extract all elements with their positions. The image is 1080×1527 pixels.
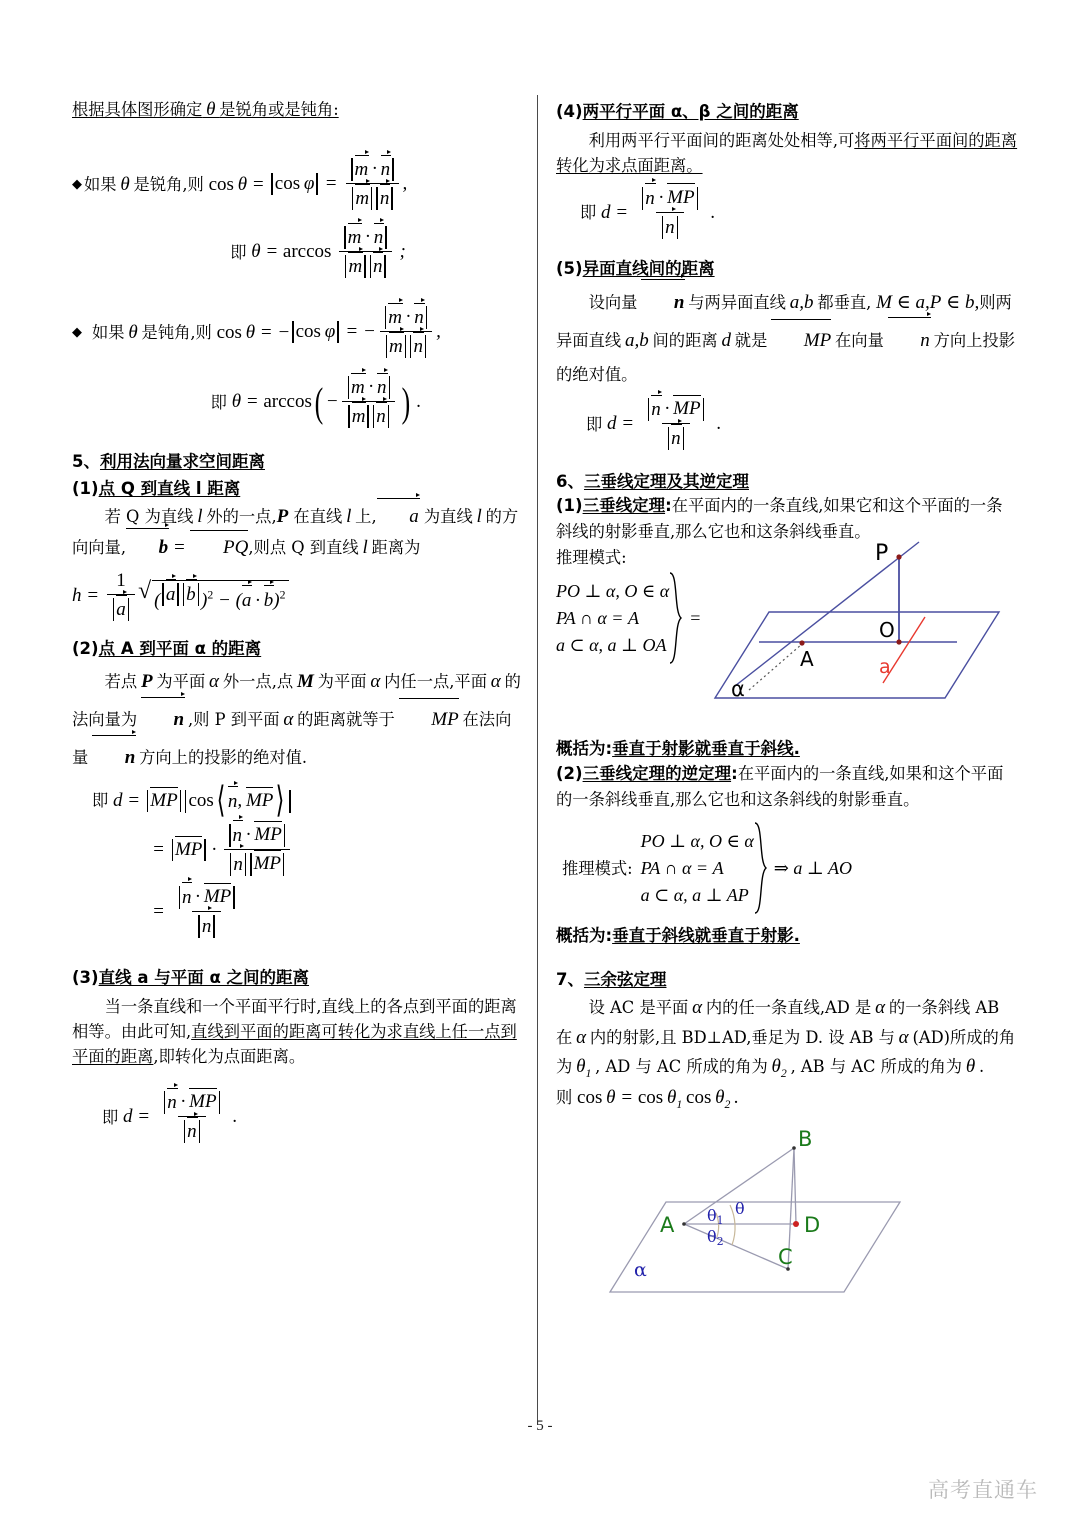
sub3-plain-2: ,即转化为点面距离。 xyxy=(153,1047,306,1067)
bullet-acute-row: ◆ 如果 θ 是锐角,则 cos θ = cos φ = m · n m n , xyxy=(72,158,408,210)
summary-1-prefix: 概括为: xyxy=(556,739,613,759)
sub3-underline: 直线到平面的距离可转化为求直线上任一点到平面的距离 xyxy=(72,1021,517,1067)
plane-alpha-shape-2 xyxy=(610,1202,900,1292)
diamond-bullet-icon-2: ◆ xyxy=(72,324,82,340)
three-perpendicular-svg xyxy=(707,538,1007,728)
section-5-number: 5、 xyxy=(72,452,100,472)
point-A xyxy=(800,641,805,646)
eq-theta-arccos-obtuse: 即 θ = arccos ( − m · n m n ) . xyxy=(210,376,422,428)
eq-skew-lines-distance: 即 d = n · MP n . xyxy=(586,398,722,450)
right-paren: ) xyxy=(401,378,411,425)
subsection-2-title: 点 A 到平面 α 的距离 xyxy=(98,639,262,659)
subsection-1-label: (1) xyxy=(72,479,99,499)
conclusion-2: ⇒ a ⊥ AO xyxy=(773,857,852,878)
sqrt-expression: √ ( a b )$^2 - (a \cdot b)^2$ xyxy=(138,580,288,612)
left-column xyxy=(72,95,524,1153)
eq-d-step2: = MP · n · MP n MP xyxy=(72,824,524,876)
label-alpha-2: α xyxy=(634,1259,647,1282)
premises-row-2 xyxy=(556,822,1018,914)
subsection-5-heading xyxy=(556,255,1018,279)
label-A-2: A xyxy=(660,1213,675,1238)
section-6-number: 6、 xyxy=(556,472,584,492)
summary-2 xyxy=(556,922,1018,946)
section-7-heading xyxy=(556,966,1018,990)
eq-acute-label: 即 xyxy=(230,242,247,262)
frac-mn-over-m-n: m · n m n xyxy=(345,158,399,210)
frac-sub3: n · MP n xyxy=(158,1091,226,1143)
frac-one-over-abs-a: $\frac{1}{a}$ xyxy=(107,570,135,621)
premises-list-1 xyxy=(556,581,669,656)
bullet-acute-text: 如果 θ 是锐角,则 cos θ = xyxy=(84,173,270,195)
summary-2-text: 垂直于斜线就垂直于射影. xyxy=(612,926,800,946)
segment-BD xyxy=(794,1148,796,1224)
sub6-1-body: 在平面内的一条直线,如果它和这个平面的一条斜线的射影垂直,那么它也和这条斜线垂直。 xyxy=(556,496,1003,541)
subsection-4-heading xyxy=(556,98,1018,122)
diagram-three-cosine xyxy=(580,1124,1018,1319)
point-A-2 xyxy=(682,1222,686,1226)
eq-d-definition: 即 d = MP cos ⟨ n , MP ⟩ xyxy=(72,788,524,813)
frac-obtuse-inner: m · n m n xyxy=(342,376,396,428)
sub6-2-mode-label: 推理模式: xyxy=(562,858,633,878)
eq-obtuse-label: 即 xyxy=(210,392,227,412)
subsection-2-label: (2) xyxy=(72,639,99,659)
label-C: C xyxy=(778,1245,793,1270)
premise-1: PO ⊥ α, O ∈ α xyxy=(556,580,670,601)
watermark: 高考直通车 xyxy=(928,1478,1038,1502)
subsection-4-label: (4) xyxy=(556,102,583,121)
bullet-obtuse-text: 如果 θ 是钝角,则 cos θ = − xyxy=(92,321,291,343)
label-B: B xyxy=(798,1127,813,1152)
left-paren: ( xyxy=(314,378,324,425)
right-brace-icon-1 xyxy=(669,572,683,664)
section-7-body: 设 AC 是平面 α 内的任一条直线,AD 是 α 的一条斜线 AB 在 α 内的射影,且 BD⊥AD,垂足为 D. 设 AB 与 α (AD)所成的角为 $\theta_1$ , AD 与 AC 所成的角为 $\theta_2$ , AB 与 AC 所成的角为 θ . 则 $\cos \theta = \cos \theta_1$ $\cos \theta_2$ . xyxy=(556,997,1016,1111)
eq-line-plane-distance: 即 d = n · MP n . xyxy=(102,1091,238,1143)
label-O: O xyxy=(879,618,896,643)
section-5-heading xyxy=(72,448,524,472)
subsection-6-1 xyxy=(556,493,1018,544)
right-brace-icon-2 xyxy=(754,822,768,914)
summary-1-text: 垂直于射影就垂直于斜线. xyxy=(612,739,800,759)
three-cosine-svg xyxy=(580,1124,910,1314)
summary-2-prefix: 概括为: xyxy=(556,926,613,946)
subsection-2-body: 若点 P 为平面 α 外一点,点 M 为平面 α 内任一点,平面 α 的法向量为 n ,则 P 到平面 α 的距离就等于 MP 在法向量 n 方向上的投影的绝对值. xyxy=(72,663,524,776)
sub6-2-body: 在平面内的一条直线,如果和这个平面的一条斜线垂直,那么它也和这条斜线的射影垂直。 xyxy=(556,764,1004,809)
premises-brace-group-1 xyxy=(556,572,701,664)
label-a: a xyxy=(879,656,891,679)
label-A: A xyxy=(800,647,814,672)
sub6-1-label: (1) xyxy=(556,496,583,516)
premise-2-1: PO ⊥ α, O ∈ α xyxy=(640,830,754,851)
frac-sub4: n · MP n xyxy=(636,187,704,239)
section-5-title: 利用法向量求空间距离 xyxy=(99,452,265,472)
subsection-2-heading xyxy=(72,635,524,659)
eq-sub4-label: 即 xyxy=(580,202,597,222)
label-alpha-1: α xyxy=(731,677,746,702)
premises-brace-group-2 xyxy=(641,822,852,914)
abs-cos-angle: cos ⟨ n , MP ⟩ xyxy=(183,790,293,813)
section-6-title: 三垂线定理及其逆定理 xyxy=(583,472,749,492)
abs-mp: MP xyxy=(145,790,183,812)
eq-sub3-label: 即 xyxy=(102,1107,119,1127)
frac-sub5: n · MP n xyxy=(642,398,710,450)
subsection-5-body: 设向量 n 与两异面直线 a,b 都垂直, M ∈ a,P ∈ b,则两异面直线 a,b 间的距离 d 就是 MP 在向量 n 方向上投影的绝对值。 xyxy=(556,283,1018,391)
frac-acute: m · n m n xyxy=(338,226,392,278)
subsection-4-body xyxy=(556,128,1018,179)
premises-list-2 xyxy=(641,831,754,906)
sub6-2-colon: : xyxy=(731,764,738,784)
premise-2-2: PA ∩ α = A xyxy=(640,857,724,878)
frac-obtuse: m · n m n xyxy=(379,306,433,358)
label-D: D xyxy=(804,1213,821,1238)
line-AP-slant xyxy=(735,542,919,686)
subsection-5-title: 异面直线间的距离 xyxy=(582,258,715,278)
subsection-3-heading xyxy=(72,964,524,988)
eq-parallel-planes-distance: 即 d = n · MP n . xyxy=(580,186,716,238)
section-6-heading xyxy=(556,468,1018,492)
premise-3: a ⊂ α, a ⊥ OA xyxy=(556,634,667,655)
subsection-6-2 xyxy=(556,761,1018,812)
diagram-three-perpendicular xyxy=(707,538,1007,733)
bullet-obtuse-row: ◆ 如果 θ 是钝角,则 cos θ = − cos φ = − m · n m n , xyxy=(72,306,441,358)
diamond-bullet-icon: ◆ xyxy=(72,176,82,192)
frac-n-dot-mp: n · MP n MP xyxy=(223,824,291,876)
summary-1 xyxy=(556,735,1018,759)
abs-cos-phi: cos φ xyxy=(269,173,319,195)
subsection-1-title: 点 Q 到直线 l 距离 xyxy=(98,479,241,499)
point-P xyxy=(897,555,902,560)
eq-d-step3: = n · MP n xyxy=(72,886,524,938)
point-D-2 xyxy=(793,1221,799,1227)
sub4-plain: 利用两平行平面间的距离处处相等,可 xyxy=(588,131,855,150)
subsection-3-title: 直线 a 与平面 α 之间的距离 xyxy=(98,967,310,987)
sub6-1-mode-label: 推理模式: xyxy=(556,548,627,568)
subsection-3-label: (3) xyxy=(72,967,99,987)
frac-n-dot-mp-over-n: n · MP n xyxy=(173,886,241,938)
sub6-1-colon: : xyxy=(665,496,672,516)
subsection-1-heading xyxy=(72,475,524,499)
sub6-2-label: (2) xyxy=(556,764,583,784)
section-7-title: 三余弦定理 xyxy=(583,970,667,990)
page-number: - 5 - xyxy=(527,1418,553,1434)
subsection-4-title: 两平行平面 α、β 之间的距离 xyxy=(582,102,799,121)
eq-d-label: 即 xyxy=(92,791,109,811)
sub6-2-title: 三垂线定理的逆定理 xyxy=(582,764,732,784)
intro-line: 根据具体图形确定 θ 是锐角或是钝角: xyxy=(72,99,339,120)
eq-theta-arccos-acute: 即 θ = arccos m · n m n ; xyxy=(230,226,406,278)
premise-2-3: a ⊂ α, a ⊥ AP xyxy=(640,884,749,905)
column-divider xyxy=(537,95,538,1425)
label-P: P xyxy=(875,541,889,567)
abs-mp-2: MP xyxy=(170,839,208,861)
point-B-2 xyxy=(792,1146,796,1150)
premise-2: PA ∩ α = A xyxy=(556,607,639,628)
sub4-underline: 将两平行平面间的距离转化为求点面距离。 xyxy=(556,131,1018,176)
segment-AC xyxy=(684,1224,788,1269)
sub3-plain-1: 当一条直线和一个平面平行时,直线上的各点到平面的距离相等。由此可知, xyxy=(72,996,517,1041)
right-column xyxy=(556,95,1018,1319)
point-O xyxy=(897,640,902,645)
subsection-1-body: 若 Q 为直线 l 外的一点,P 在直线 l 上, a 为直线 l 的方向向量, b = PQ,则点 Q 到直线 l 距离为 xyxy=(72,501,524,562)
label-theta: θ xyxy=(735,1199,745,1219)
eq-point-to-line-distance: h = $\frac{1}{a}$ √ ( a b )$^2 - (a \cdot b)^2$ xyxy=(72,570,524,621)
section-7-number: 7、 xyxy=(556,970,584,990)
eq-sub5-label: 即 xyxy=(586,414,603,434)
subsection-5-label: (5) xyxy=(556,258,583,278)
label-theta2: θ2 xyxy=(707,1227,724,1249)
sub6-1-title: 三垂线定理 xyxy=(582,496,666,516)
abs-cos-phi-2: cos φ xyxy=(290,321,340,343)
subsection-3-body xyxy=(72,994,524,1070)
dotted-guide-line xyxy=(749,644,802,690)
plane-alpha-shape xyxy=(715,612,999,698)
label-theta1: θ1 xyxy=(707,1206,724,1228)
conclusion-symbol-1: = xyxy=(689,607,702,628)
